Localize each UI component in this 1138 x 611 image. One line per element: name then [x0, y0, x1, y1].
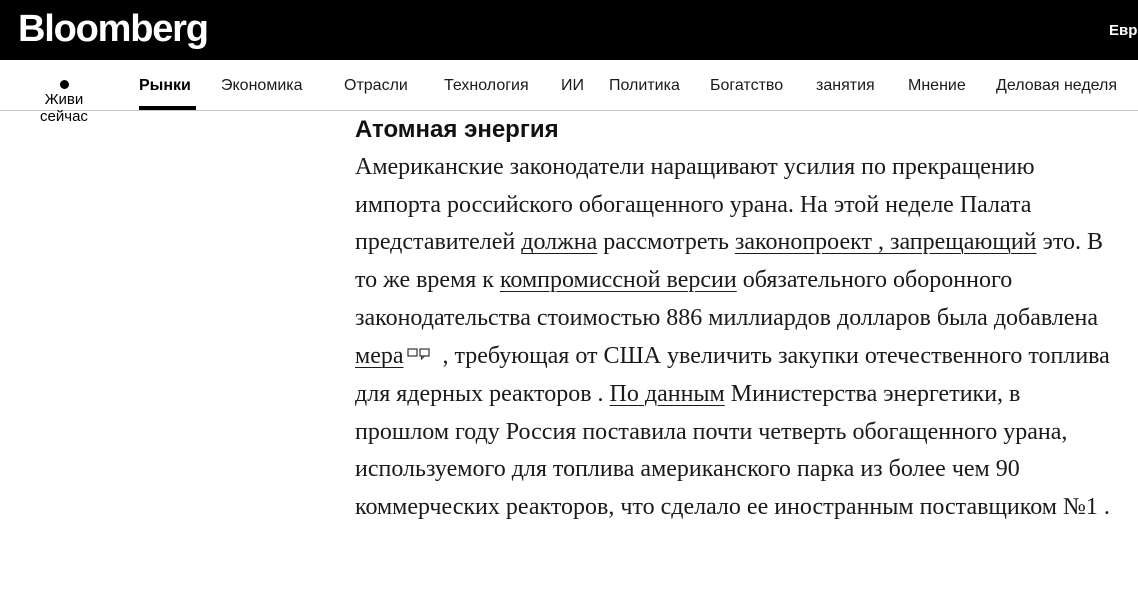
- link-according-to[interactable]: По данным: [609, 380, 725, 407]
- nav-item-politics[interactable]: Политика: [609, 77, 680, 94]
- link-compromise-version[interactable]: компромиссной версии: [499, 267, 737, 294]
- text-segment: , требующая от США увеличить закупки отечественного топлива для ядерных реакторов .: [355, 342, 1110, 407]
- section-heading: Атомная энергия: [355, 116, 559, 143]
- top-header-bar: [0, 0, 1138, 60]
- live-dot-icon: [60, 80, 69, 89]
- link-measure[interactable]: мера: [355, 342, 404, 369]
- nav-item-technology[interactable]: Технология: [444, 77, 529, 94]
- text-segment: рассмотреть: [597, 229, 735, 256]
- article-paragraph: [355, 149, 1120, 527]
- region-selector[interactable]: Евр: [1109, 22, 1138, 39]
- live-now-link[interactable]: [36, 80, 92, 125]
- text-segment: обязательного оборонного законодательства стоимостью 886 миллиардов долларов была добавлена: [355, 267, 1099, 331]
- nav-item-economics[interactable]: Экономика: [221, 77, 303, 94]
- link-bill-banning[interactable]: законопроект , запрещающий: [734, 229, 1037, 256]
- main-navigation: [0, 60, 1138, 125]
- bloomberg-logo[interactable]: Bloomberg: [18, 8, 208, 50]
- link-should[interactable]: должна: [521, 229, 598, 256]
- text-segment: это. В то же время к: [355, 229, 1103, 294]
- live-now-label: Живи сейчас: [40, 91, 88, 125]
- text-segment: Американские законодатели наращивают усилия по прекращению импорта российского обогащенного урана. На этой неделе Палата представителей: [355, 154, 1035, 256]
- nav-item-businessweek[interactable]: Деловая неделя: [996, 77, 1118, 94]
- active-tab-indicator: [139, 106, 196, 110]
- nav-item-industries[interactable]: Отрасли: [344, 77, 408, 94]
- nav-item-opinion[interactable]: Мнение: [908, 77, 966, 94]
- article-section: [355, 112, 1125, 527]
- external-link-icon[interactable]: [407, 336, 431, 374]
- text-segment: Министерства энергетики, в прошлом году Россия поставила почти четверть обогащенного урана, используемого для топлива американского парка из более чем 90 коммерческих реакторов, что сделало ее иностранным поставщиком №1 .: [355, 380, 1110, 520]
- nav-item-ai[interactable]: ИИ: [561, 77, 584, 94]
- nav-item-markets[interactable]: Рынки: [139, 77, 191, 94]
- nav-item-wealth[interactable]: Богатство: [710, 77, 784, 94]
- nav-item-pursuits[interactable]: занятия: [816, 77, 875, 94]
